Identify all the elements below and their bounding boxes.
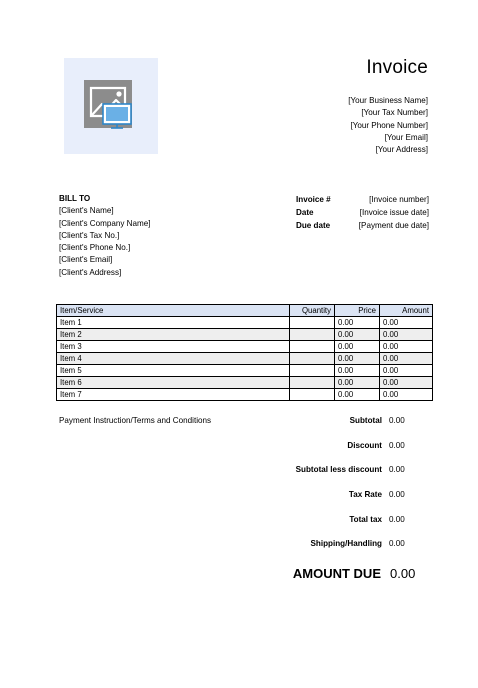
item-cell: Item 6 — [57, 377, 290, 389]
image-placeholder-icon — [64, 58, 158, 154]
item-cell: Item 3 — [57, 341, 290, 353]
item-cell: Item 7 — [57, 389, 290, 401]
bill-to-heading: BILL TO — [59, 194, 91, 203]
business-info — [348, 95, 428, 156]
client-email: [Client's Email] — [59, 255, 113, 265]
amount-due-row — [240, 566, 440, 584]
invoice-meta — [296, 193, 429, 232]
quantity-cell — [290, 353, 335, 365]
quantity-cell — [290, 329, 335, 341]
totals-value: 0.00 — [389, 416, 405, 425]
table-row — [57, 353, 433, 365]
amount-due-value: 0.00 — [390, 566, 416, 581]
client-name: [Client's Name] — [59, 206, 114, 216]
quantity-cell — [290, 341, 335, 353]
meta-value: [Invoice number] — [369, 195, 429, 204]
table-row — [57, 377, 433, 389]
price-cell: 0.00 — [335, 365, 380, 377]
totals-row-discount — [270, 441, 440, 466]
totals-value: 0.00 — [389, 440, 405, 450]
amount-due-label: AMOUNT DUE — [292, 566, 381, 581]
business-name: [Your Business Name] — [348, 96, 428, 105]
totals-label: Shipping/Handling — [310, 539, 382, 549]
item-cell: Item 4 — [57, 353, 290, 365]
table-row — [57, 329, 433, 341]
totals-label: Discount — [347, 440, 382, 450]
totals-block — [270, 416, 440, 564]
quantity-cell — [290, 317, 335, 329]
meta-row-date — [296, 206, 429, 219]
client-address: [Client's Address] — [59, 267, 122, 277]
table-row — [57, 317, 433, 329]
amount-cell: 0.00 — [380, 329, 433, 341]
amount-cell: 0.00 — [380, 389, 433, 401]
price-cell: 0.00 — [335, 377, 380, 389]
item-cell: Item 5 — [57, 365, 290, 377]
meta-value: [Invoice issue date] — [359, 208, 429, 217]
totals-row-subtotal — [270, 416, 440, 441]
totals-value: 0.00 — [389, 490, 405, 500]
amount-cell: 0.00 — [380, 317, 433, 329]
price-cell: 0.00 — [335, 353, 380, 365]
column-header-item: Item/Service — [57, 305, 290, 317]
totals-value: 0.00 — [389, 465, 405, 475]
price-cell: 0.00 — [335, 329, 380, 341]
totals-row-total-tax — [270, 515, 440, 540]
totals-label: Total tax — [349, 514, 382, 524]
amount-cell: 0.00 — [380, 377, 433, 389]
totals-label: Subtotal less discount — [295, 465, 382, 475]
price-cell: 0.00 — [335, 317, 380, 329]
items-table — [56, 304, 433, 401]
meta-label: Date — [296, 208, 314, 217]
meta-label: Invoice # — [296, 195, 331, 204]
quantity-cell — [290, 389, 335, 401]
business-phone: [Your Phone Number] — [350, 120, 428, 130]
client-tax-no: [Client's Tax No.] — [59, 230, 120, 240]
totals-label: Tax Rate — [348, 490, 382, 500]
totals-value: 0.00 — [389, 514, 405, 524]
table-row — [57, 341, 433, 353]
invoice-title: Invoice — [366, 57, 428, 78]
totals-value: 0.00 — [389, 539, 405, 549]
column-header-price: Price — [335, 305, 380, 317]
totals-label: Subtotal — [349, 416, 382, 425]
column-header-quantity: Quantity — [290, 305, 335, 317]
price-cell: 0.00 — [335, 341, 380, 353]
quantity-cell — [290, 365, 335, 377]
item-cell: Item 2 — [57, 329, 290, 341]
meta-row-due-date — [296, 219, 429, 232]
totals-row-subtotal-less-discount — [270, 465, 440, 490]
table-header-row — [57, 305, 433, 317]
logo-placeholder — [64, 58, 158, 154]
payment-terms: Payment Instruction/Terms and Conditions — [59, 416, 212, 425]
business-address: [Your Address] — [375, 145, 428, 155]
business-email: [Your Email] — [384, 132, 428, 142]
amount-cell: 0.00 — [380, 341, 433, 353]
bill-to-block — [59, 193, 151, 279]
client-phone: [Client's Phone No.] — [59, 243, 131, 253]
column-header-amount: Amount — [380, 305, 433, 317]
totals-row-shipping — [270, 539, 440, 564]
meta-label: Due date — [296, 221, 331, 230]
table-row — [57, 365, 433, 377]
quantity-cell — [290, 377, 335, 389]
meta-value: [Payment due date] — [358, 221, 429, 230]
totals-row-tax-rate — [270, 490, 440, 515]
amount-cell: 0.00 — [380, 365, 433, 377]
table-row — [57, 389, 433, 401]
meta-row-invoice-number — [296, 193, 429, 206]
amount-cell: 0.00 — [380, 353, 433, 365]
item-cell: Item 1 — [57, 317, 290, 329]
price-cell: 0.00 — [335, 389, 380, 401]
client-company: [Client's Company Name] — [59, 218, 151, 228]
business-tax-number: [Your Tax Number] — [361, 108, 428, 118]
